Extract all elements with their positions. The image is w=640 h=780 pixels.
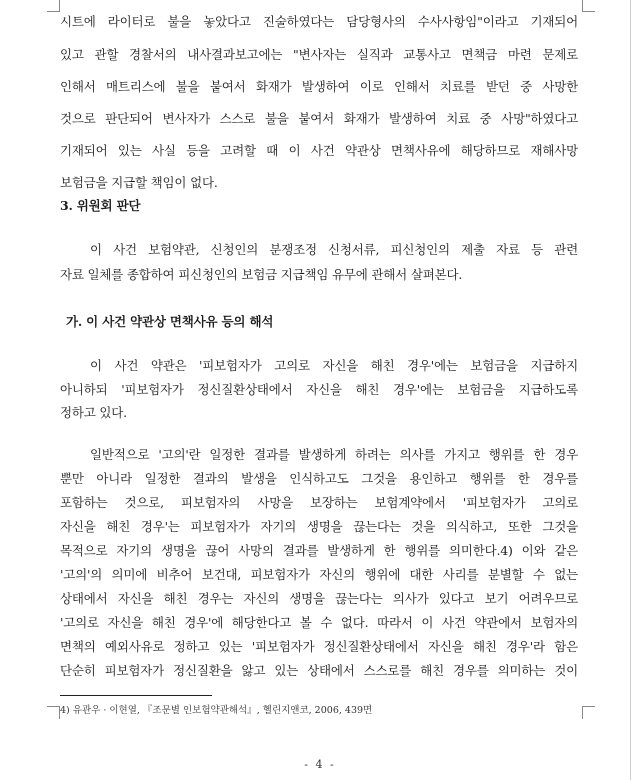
text-line: '고의로 자신을 해친 경우'에 해당한다고 볼 수 없다. 따라서 이 사건 약관에서 보험자의: [60, 615, 578, 630]
page-number: - 4 -: [304, 758, 336, 771]
crop-mark-top-right: [582, 0, 595, 12]
text-line: 단순히 피보험자가 정신질환을 앓고 있는 상태에서 스스로를 해친 경우를 의미하는 것이: [60, 663, 578, 678]
text-line: '고의'의 의미에 비추어 보건대, 피보험자가 자신의 행위에 대한 사리를 분별할 수 없는: [60, 567, 578, 582]
text-line: 자료 일체를 종합하여 피신청인의 보험금 지급책임 유무에 관해서 살펴본다.: [60, 267, 463, 282]
text-line: 보험금을 지급할 책임이 없다.: [60, 175, 218, 190]
text-line: 것으로 판단되어 변사자가 스스로 불을 붙여서 화재가 발생하여 치료 중 사망"하였다고: [60, 111, 578, 126]
text-line: 이 사건 보험약관, 신청인의 분쟁조정 신청서류, 피신청인의 제출 자료 등 관련: [90, 242, 578, 257]
text-line: 뿐만 아니라 일정한 결과의 발생을 인식하고도 그것을 용인하고 행위를 한 경우를: [60, 471, 578, 486]
text-line: 면책의 예외사유로 정하고 있는 '피보험자가 정신질환상태에서 자신을 해친 경우'라 함은: [60, 639, 578, 654]
footnote-separator: [60, 695, 212, 696]
text-line: 자신을 해친 경우'는 피보험자가 자기의 생명을 끊는다는 것을 의식하고, 또한 그것을: [60, 519, 578, 534]
text-line: 목적으로 자기의 생명을 끊어 사망의 결과를 발생하게 한 행위를 의미한다.4) 이와 같은: [60, 543, 578, 558]
subsection-heading: 가. 이 사건 약관상 면책사유 등의 해석: [66, 314, 274, 329]
text-line: 정하고 있다.: [60, 405, 127, 420]
text-line: 기재되어 있는 사실 등을 고려할 때 이 사건 약관상 면책사유에 해당하므로 재해사망: [60, 143, 578, 158]
text-line: 포함하는 것으로, 피보험자의 사망을 보장하는 보험계약에서 '피보험자가 고의로: [60, 495, 578, 510]
text-line: 일반적으로 '고의'란 일정한 결과를 발생하게 하려는 의사를 가지고 행위를 한 경우: [90, 447, 578, 462]
text-line: 시트에 라이터로 불을 놓았다고 진술하였다는 담당형사의 수사사항임"이라고 기재되어: [60, 14, 578, 29]
text-line: 있고 관할 경찰서의 내사결과보고에는 "변사자는 실직과 교통사고 면책금 마련 문제로: [60, 47, 578, 62]
text-line: 상태에서 자신을 해친 경우는 자신의 생명을 끊는다는 의사가 있다고 보기 어려우므로: [60, 591, 578, 606]
page-edge: [630, 0, 631, 780]
crop-mark-top-left: [47, 0, 60, 12]
crop-mark-bottom-left: [47, 706, 60, 719]
text-line: 이 사건 약관은 '피보험자가 고의로 자신을 해친 경우'에는 보험금을 지급하지: [90, 358, 578, 373]
text-line: 인해서 매트리스에 불을 붙여서 화재가 발생하여 이로 인해서 치료를 받던 중 사망한: [60, 79, 578, 94]
section-heading: 3. 위원회 판단: [60, 198, 141, 213]
footnote: 4) 유관우 · 이현열, 『조문별 인보험약관해석』, 헬린지앤코, 2006, 439면: [60, 705, 373, 716]
crop-mark-bottom-right: [582, 706, 595, 719]
text-line: 아니하되 '피보험자가 정신질환상태에서 자신을 해친 경우'에는 보험금을 지급하도록: [60, 382, 578, 397]
